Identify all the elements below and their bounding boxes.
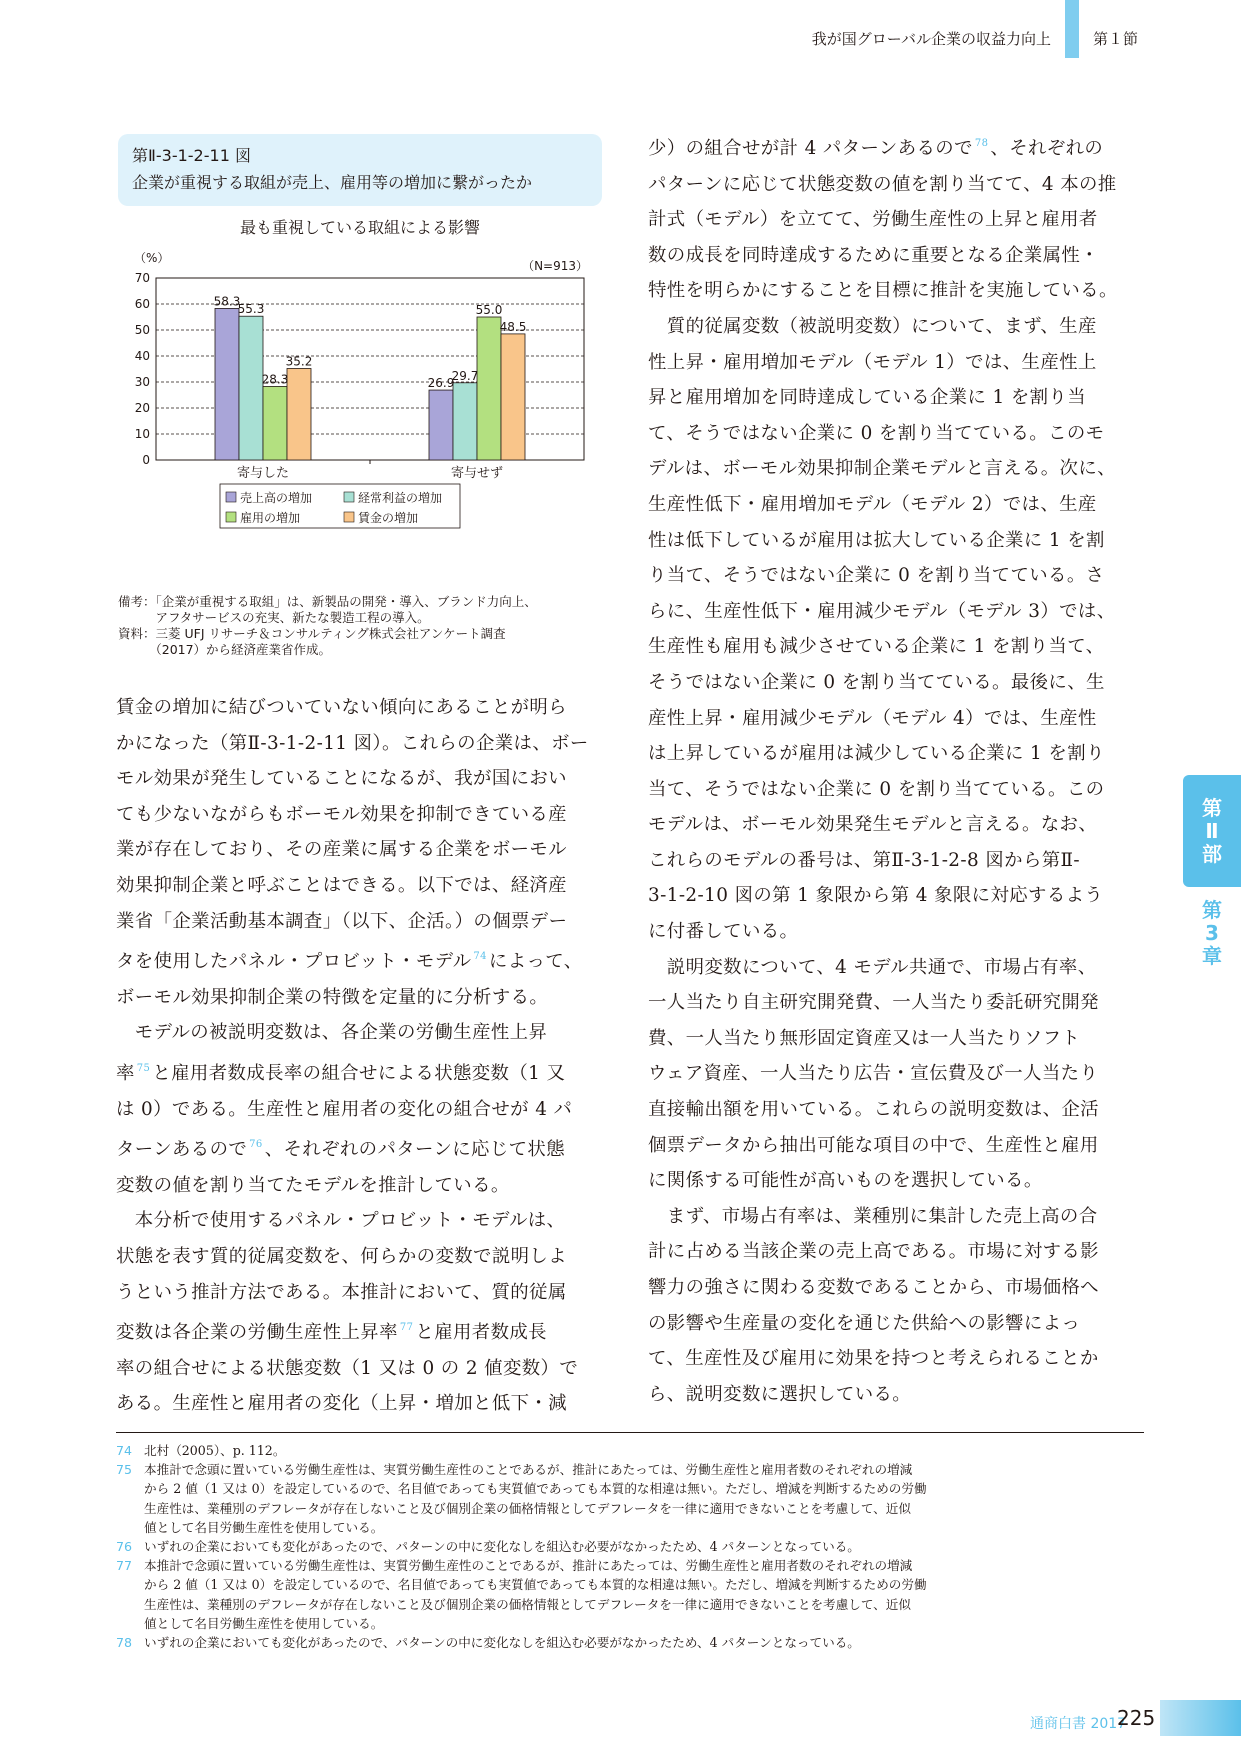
footnote-number: 77 [116, 1558, 133, 1574]
body-line: ボーモル効果抑制企業の特徴を定量的に分析する。 [116, 986, 549, 1008]
body-text: 、それぞれのパターンに応じて状態 [264, 1139, 565, 1161]
body-line: 業が存在しており、その産業に属する企業をボーモル [116, 839, 567, 861]
body-line: 本分析で使用するパネル・プロビット・モデルは、 [116, 1210, 566, 1232]
bar [429, 390, 453, 460]
legend-swatch [226, 512, 236, 522]
body-line: これらのモデルの番号は、第Ⅱ-3-1-2-8 図から第Ⅱ- [648, 849, 1081, 871]
part-tab [1183, 775, 1241, 887]
body-line: 3-1-2-10 図の第 1 象限から第 4 象限に対応するよう [648, 885, 1104, 907]
body-line: 個票データから抽出可能な項目の中で、生産性と雇用 [648, 1134, 1099, 1156]
body-line: まず、市場占有率は、業種別に集計した売上高の合 [648, 1205, 1098, 1227]
footnote [116, 1537, 1146, 1556]
body-line: ら、説明変数に選択している。 [648, 1383, 912, 1405]
body-line [648, 126, 1144, 167]
chapter-tab-line: 3 [1205, 920, 1219, 945]
body-text: によって、 [488, 951, 583, 973]
header-accent-bar [1065, 0, 1079, 58]
body-line: 昇と雇用増加を同時達成している企業に 1 を割り当 [648, 387, 1086, 409]
body-line: 性上昇・雇用増加モデル（モデル 1）では、生産性上 [648, 351, 1097, 373]
footer-publication-title: 通商白書 2017 [1030, 1716, 1127, 1732]
figure-note-line: （2017）から経済産業省作成。 [118, 642, 332, 657]
body-line: デルは、ボーモル効果抑制企業モデルと言える。次に、 [648, 458, 1116, 480]
body-line: は 0）である。生産性と雇用者の変化の組合せが 4 パ [116, 1098, 573, 1120]
part-tab-line: 部 [1202, 841, 1222, 866]
bar-value-label: 55.0 [475, 303, 503, 317]
body-line: 率の組合せによる状態変数（1 又は 0 の 2 値変数）で [116, 1357, 579, 1379]
footnote-text [144, 1633, 1146, 1652]
body-line: モル効果が発生していることになるが、我が国におい [116, 768, 567, 790]
footnote-line: 本推計で念頭に置いている労働生産性は、実質労働生産性のことであるが、推計にあたっては、労働生産性と雇用者数のそれぞれの増減 [144, 1558, 913, 1574]
body-line: モデルは、ボーモル効果発生モデルと言える。なお、 [648, 814, 1098, 836]
footnote-number: 78 [116, 1635, 133, 1651]
bar [287, 368, 311, 460]
body-line: 数の成長を同時達成するために重要となる企業属性・ [648, 244, 1099, 266]
footnote-text [144, 1441, 1146, 1460]
body-text: 率 [116, 1062, 135, 1084]
body-line: パターンに応じて状態変数の値を割り当てて、4 本の推 [648, 173, 1117, 195]
body-line [116, 1310, 604, 1351]
body-line: は上昇しているが雇用は減少している企業に 1 を割り [648, 743, 1105, 765]
running-header-section: 第１節 [1093, 30, 1139, 48]
footnote-ref-77[interactable]: 77 [399, 1322, 414, 1334]
body-line: り当て、そうではない企業に 0 を割り当てている。さ [648, 565, 1105, 587]
body-line: 響力の強さに関わる変数であることから、市場価格へ [648, 1277, 1099, 1298]
body-line: 直接輸出額を用いている。これらの説明変数は、企活 [648, 1099, 1099, 1121]
running-header-title: 我が国グローバル企業の収益力向上 [811, 30, 1051, 48]
legend-swatch [344, 512, 354, 522]
page-number: 225 [1117, 1706, 1156, 1730]
x-category-label: 寄与せず [450, 466, 504, 481]
body-line: かになった（第Ⅱ-3-1-2-11 図）。これらの企業は、ボー [116, 732, 589, 754]
body-line: 費、一人当たり無形固定資産又は一人当たりソフト [648, 1027, 1081, 1049]
figure-note-line: 備考：「企業が重視する取組」は、新製品の開発・導入、ブランド力向上、 [118, 594, 537, 609]
body-text: 変数は各企業の労働生産性上昇率 [116, 1322, 398, 1344]
footnote-ref-74[interactable]: 74 [473, 951, 487, 963]
body-line: ウェア資産、一人当たり広告・宣伝費及び一人当たり [648, 1063, 1099, 1085]
sample-size-label: （N=913） [522, 259, 588, 273]
figure-note-line: アフタサービスの充実、新たな製造工程の導入。 [118, 610, 430, 625]
y-tick-label: 70 [134, 271, 150, 285]
footnote-line: 生産性は、業種別のデフレータが存在しないこと及び個別企業の価格情報としてデフレータを一律に適用できないことを考慮して、近似 [144, 1596, 911, 1612]
body-line [116, 1127, 604, 1168]
footnote-text [144, 1460, 1146, 1537]
body-line: 変数の値を割り当てたモデルを推計している。 [116, 1174, 510, 1196]
y-tick-label: 30 [134, 375, 150, 389]
body-line: モデルの被説明変数は、各企業の労働生産性上昇 [116, 1022, 548, 1044]
legend-label: 売上高の増加 [240, 491, 313, 505]
footnote-line: から 2 値（1 又は 0）を設定しているので、名目値であっても実質値であっても本質的な相違は無い。ただし、増減を判断するための労働 [144, 1577, 927, 1593]
body-line: 効果抑制企業と呼ぶことはできる。以下では、経済産 [116, 874, 567, 896]
footnote-line: いずれの企業においても変化があったので、パターンの中に変化なしを組込む必要がなかったため、4 パターンとなっている。 [144, 1635, 860, 1651]
legend-label: 賃金の増加 [358, 511, 419, 525]
figure-title-box [118, 134, 602, 206]
body-text: と雇用者数成長 [415, 1322, 547, 1344]
footnote-number: 76 [116, 1539, 133, 1555]
body-text: ターンあるので [116, 1139, 248, 1161]
body-line: て、そうではない企業に 0 を割り当てている。このモ [648, 422, 1105, 444]
x-category-label: 寄与した [236, 466, 290, 481]
part-tab-line: 第 [1202, 795, 1222, 820]
body-line: 一人当たり自主研究開発費、一人当たり委託研究開発 [648, 992, 1099, 1014]
bar [477, 317, 501, 460]
body-text: 、それぞれの [990, 138, 1104, 159]
body-line: そうではない企業に 0 を割り当てている。最後に、生 [648, 671, 1105, 693]
legend-label: 雇用の増加 [240, 511, 301, 525]
figure-notes [118, 594, 618, 658]
footnote-text [144, 1537, 1146, 1556]
body-line: 業省「企業活動基本調査」（以下、企活。）の個票デー [116, 910, 568, 932]
body-line: うという推計方法である。本推計において、質的従属 [116, 1281, 567, 1303]
footnote-number: 74 [116, 1443, 133, 1458]
y-tick-label: 60 [134, 297, 150, 311]
body-line: 特性を明らかにすることを目標に推計を実施している。 [648, 280, 1118, 302]
chapter-tab-line: 章 [1202, 943, 1222, 968]
chapter-tab [1183, 888, 1241, 978]
footnote-line: 値として名目労働生産性を使用している。 [144, 1615, 384, 1631]
footnote [116, 1460, 1146, 1537]
footnote-ref-78[interactable]: 78 [974, 138, 989, 149]
body-line: 賃金の増加に結びついていない傾向にあることが明ら [116, 697, 567, 718]
body-line: 当て、そうではない企業に 0 を割り当てている。この [648, 778, 1105, 800]
bar-value-label: 29.7 [451, 368, 479, 383]
body-line: て、生産性及び雇用に効果を持つと考えられることか [648, 1348, 1099, 1370]
bar-value-label: 35.2 [285, 354, 313, 369]
body-line: に付番している。 [648, 921, 799, 943]
body-line: 生産性も雇用も減少させている企業に 1 を割り当て、 [648, 636, 1105, 658]
y-unit-label: （%） [134, 251, 170, 265]
footnote-line: 値として名目労働生産性を使用している。 [144, 1519, 384, 1535]
footnote [116, 1441, 1146, 1460]
figure-number: 第Ⅱ-3-1-2-11 図 [132, 146, 251, 165]
figure-note-line: 資料：三菱 UFJ リサーチ＆コンサルティング株式会社アンケート調査 [118, 626, 506, 641]
bar [501, 334, 525, 460]
bar [263, 386, 287, 460]
figure-subtitle: 最も重視している取組による影響 [239, 218, 480, 237]
bar-value-label: 48.5 [499, 319, 527, 334]
footnote-text [144, 1556, 1146, 1633]
bar [215, 308, 239, 460]
body-line: 計式（モデル）を立てて、労働生産性の上昇と雇用者 [648, 209, 1098, 231]
body-text: と雇用者数成長率の組合せによる状態変数（1 又 [152, 1062, 566, 1084]
bar-value-label: 55.3 [237, 302, 265, 317]
legend-swatch [344, 492, 354, 502]
body-line: の影響や生産量の変化を通じた供給への影響によっ [648, 1312, 1081, 1334]
y-tick-label: 0 [142, 453, 150, 467]
body-line: 産性上昇・雇用減少モデル（モデル 4）では、生産性 [648, 707, 1097, 729]
footnote-ref-75[interactable]: 75 [136, 1062, 151, 1074]
body-text: タを使用したパネル・プロビット・モデル [116, 951, 472, 973]
footnote-line: 本推計で念頭に置いている労働生産性は、実質労働生産性のことであるが、推計にあたっては、労働生産性と雇用者数のそれぞれの増減 [144, 1462, 913, 1478]
body-line: 説明変数について、4 モデル共通で、市場占有率、 [648, 956, 1097, 978]
footnote-ref-76[interactable]: 76 [249, 1139, 263, 1151]
body-line: ても少ないながらもボーモル効果を抑制できている産 [116, 803, 567, 825]
body-line: らに、生産性低下・雇用減少モデル（モデル 3）では、 [648, 600, 1116, 622]
body-line: 質的従属変数（被説明変数）について、まず、生産 [648, 315, 1097, 337]
body-column-right [648, 126, 1144, 1412]
body-line: に関係する可能性が高いものを選択している。 [648, 1170, 1043, 1192]
bar-chart [118, 244, 602, 589]
footnote [116, 1556, 1146, 1633]
body-line [116, 939, 604, 980]
body-line: 状態を表す質的従属変数を、何らかの変数で説明しよ [116, 1245, 567, 1267]
footnote-line: 北村（2005）、p. 112。 [144, 1443, 286, 1458]
footnote [116, 1633, 1146, 1652]
footnote-line: いずれの企業においても変化があったので、パターンの中に変化なしを組込む必要がなかったため、4 パターンとなっている。 [144, 1539, 860, 1555]
footer-accent-bar [1160, 1700, 1241, 1736]
bar-value-label: 28.3 [261, 372, 289, 387]
bar-value-label: 26.9 [427, 376, 455, 391]
y-tick-label: 10 [134, 427, 150, 441]
footnotes [116, 1441, 1146, 1652]
figure-title: 企業が重視する取組が売上、雇用等の増加に繋がったか [132, 173, 533, 192]
body-line: 性は低下しているが雇用は拡大している企業に 1 を割 [648, 529, 1105, 551]
y-tick-label: 50 [134, 323, 150, 337]
bar [239, 316, 263, 460]
bar-value-label: 58.3 [213, 294, 241, 309]
footnote-line: から 2 値（1 又は 0）を設定しているので、名目値であっても実質値であっても本質的な相違は無い。ただし、増減を判断するための労働 [144, 1481, 927, 1497]
body-line: 計に占める当該企業の売上高である。市場に対する影 [648, 1241, 1099, 1263]
body-column-left [116, 690, 604, 1422]
footnote-number: 75 [116, 1462, 133, 1478]
body-line [116, 1051, 604, 1092]
legend-label: 経常利益の増加 [358, 491, 443, 505]
body-line: ある。生産性と雇用者の変化（上昇・増加と低下・減 [116, 1393, 567, 1415]
bar [453, 383, 477, 460]
y-tick-label: 20 [134, 401, 150, 415]
body-text: 少）の組合せが計 4 パターンあるので [648, 138, 973, 159]
part-tab-line: Ⅱ [1205, 818, 1219, 843]
legend-swatch [226, 492, 236, 502]
y-tick-label: 40 [134, 349, 150, 363]
footnote-rule [116, 1432, 1144, 1433]
body-line: 生産性低下・雇用増加モデル（モデル 2）では、生産 [648, 493, 1097, 515]
chapter-tab-line: 第 [1202, 897, 1222, 922]
footnote-line: 生産性は、業種別のデフレータが存在しないこと及び個別企業の価格情報としてデフレータを一律に適用できないことを考慮して、近似 [144, 1500, 911, 1516]
